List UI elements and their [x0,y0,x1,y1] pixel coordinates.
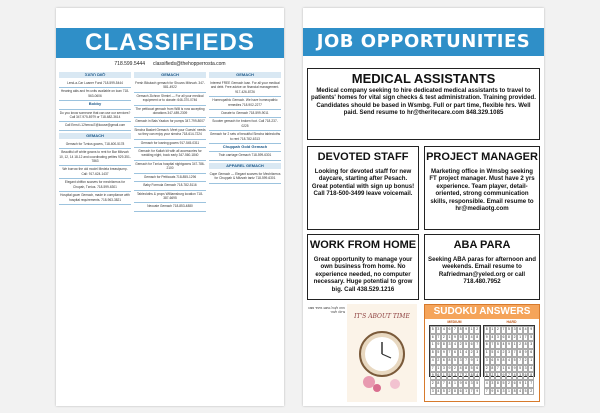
sudoku-cell: 7 [469,388,475,396]
sudoku-cell: 3 [430,388,436,396]
sudoku-cell: 1 [452,380,458,388]
sudoku-cell: 8 [452,388,458,396]
sudoku-cell: 1 [441,372,447,380]
sudoku-cell: 5 [452,357,458,365]
sudoku-cell: 6 [517,326,523,334]
ad-item: Chuppah Gold Gemach [209,144,281,152]
sudoku-cell: 5 [528,334,534,342]
sudoku-cell: 8 [430,349,436,357]
sudoku-cell: 7 [447,349,453,357]
sudoku-cell: 2 [484,365,490,373]
sudoku-cell: 6 [495,388,501,396]
sudoku-cell: 9 [506,341,512,349]
ad-item: Gemach for Tznius hospital nightgowns 347-786-2100 [134,161,206,174]
jobs-title: JOB OPPORTUNITIES [303,28,544,56]
ad-item: Donate to Gemach 718-599-9011 [209,110,281,118]
sudoku-cell: 4 [458,365,464,373]
sudoku-cell: 3 [501,388,507,396]
sudoku-cell: 7 [517,357,523,365]
sudoku-cell: 8 [463,365,469,373]
classifieds-page [56,8,284,406]
sudoku-cell: 8 [495,380,501,388]
sudoku-cell: 6 [458,388,464,396]
sudoku-cell: 5 [506,326,512,334]
sudoku-cell: 3 [463,334,469,342]
sudoku-label-medium: MEDIUM [447,320,462,324]
sudoku-cell: 9 [436,341,442,349]
sudoku-cell: 2 [495,326,501,334]
sudoku-cell: 3 [512,326,518,334]
sudoku-cell: 5 [469,365,475,373]
classifieds-title: CLASSIFIEDS [56,28,284,58]
sudoku-cell: 2 [528,388,534,396]
sudoku-cell: 3 [469,380,475,388]
sudoku-cell: 8 [523,341,529,349]
sudoku-cell: 9 [517,380,523,388]
sudoku-cell: 3 [452,372,458,380]
sudoku-cell: 7 [490,341,496,349]
sudoku-cell: 5 [523,388,529,396]
ad-item: Lend-a-Car Loaner Fund 718-599-5444 [59,80,131,88]
sudoku-cell: 6 [523,372,529,380]
ad-item: Gemach for Kallah kit with all accessories for wedding night, book early 347-560-1840 [134,148,206,161]
ad-item: Gemach for Petticoats 718-855-1296 [134,174,206,182]
sudoku-cell: 7 [528,380,534,388]
sudoku-cell: 9 [452,334,458,342]
sudoku-cell: 8 [484,326,490,334]
sudoku-cell: 4 [506,357,512,365]
ad-item: Call Ernst L12hmva.E@kouse@gmail.com [59,122,131,130]
column-heading: לשם חתונה [59,72,131,78]
ad-item: Neocate Gemach 718-853-4880 [134,203,206,211]
sudoku-cell: 3 [506,349,512,357]
sudoku-cell: 4 [523,326,529,334]
sudoku-cell: 4 [469,334,475,342]
sudoku-cell: 8 [458,326,464,334]
ad-item: Gemach for 2 sets of beautiful Simcha tablecloths to rent 718-782-6313 [209,131,281,144]
ad-item: Simcha Basket Gemach. Meet your Guests' needs so they can enjoy your simcha 718-614-7224 [134,127,206,140]
sudoku-cell: 5 [463,341,469,349]
ad-title: DEVOTED STAFF [317,151,409,163]
sudoku-cell: 5 [441,388,447,396]
sudoku-cell: 3 [495,334,501,342]
sudoku-cell: 6 [506,365,512,373]
sudoku-cell: 7 [506,372,512,380]
sudoku-cell: 2 [447,388,453,396]
ad-item: Twin carriage Gemach 718-599-6301 [209,152,281,160]
classifieds-column-2 [134,70,206,212]
sudoku-cell: 9 [474,388,480,396]
sudoku-cell: 9 [430,372,436,380]
hebrew-ad: עזרה לקהל במצב מיוחד מצוה גדולה לעזור [307,306,345,314]
ad-item: Gemach for Tznius gowns, 718-600-5178 [59,141,131,149]
sudoku-cell: 8 [512,388,518,396]
sudoku-cell: 1 [495,372,501,380]
sudoku-cell: 8 [490,365,496,373]
sudoku-cell: 1 [512,341,518,349]
sudoku-cell: 2 [436,357,442,365]
sudoku-cell: 3 [436,326,442,334]
sudoku-cell: 7 [458,372,464,380]
clock-illustration [347,304,417,402]
sudoku-cell: 9 [495,357,501,365]
wedding-clock-ad [347,304,417,402]
sudoku-cell: 5 [501,380,507,388]
sudoku-cell: 3 [458,357,464,365]
sudoku-cell: 3 [490,380,496,388]
sudoku-cell: 6 [430,334,436,342]
sudoku-cell: 3 [517,372,523,380]
devoted-staff-ad [307,146,419,230]
sudoku-cell: 2 [458,341,464,349]
sudoku-cell: 2 [452,365,458,373]
job-opportunities-page [303,8,544,406]
sudoku-cell: 1 [501,365,507,373]
sudoku-cell: 9 [528,326,534,334]
classifieds-column-1 [59,70,131,212]
ad-item: Homeopathic Gemach. We have homeopathic remedies 718-902-2277 [209,97,281,110]
sudoku-cell: 1 [506,388,512,396]
sudoku-cell: 6 [484,341,490,349]
ad-item: Cape Gemach — Elegant scarves for Mechitzeros for Chuppah & Mitzvah tantz 718-599-6301 [209,171,281,184]
sudoku-cell: 2 [474,326,480,334]
sudoku-cell: 8 [469,372,475,380]
ad-body: Marketing office in Wmsbg seeking FT project manager. Must have 2 yrs experience. Team player, detail-oriented, strong communication skills, responsible. Email resume to hr@mediaotg.com [429,168,535,213]
sudoku-cell: 7 [436,334,442,342]
sudoku-cell: 9 [512,365,518,373]
sudoku-cell: 3 [447,341,453,349]
sudoku-cell: 6 [463,380,469,388]
sudoku-cell: 4 [512,372,518,380]
sudoku-cell: 9 [441,349,447,357]
sudoku-cell: 3 [528,341,534,349]
sudoku-cell: 4 [501,341,507,349]
ad-title: PROJECT MANAGER [426,151,538,163]
ad-item: Hearing aids and fm units available on loan 718-563-0606 [59,88,131,101]
sudoku-cell: 7 [495,365,501,373]
sudoku-cell: 2 [463,372,469,380]
ad-item: Tablecloths & props Williamsburg location 718-387-6695 [134,191,206,204]
sudoku-cell: 1 [484,349,490,357]
sudoku-cell: 6 [441,357,447,365]
sudoku-cell: 6 [501,334,507,342]
sudoku-cell: 1 [517,334,523,342]
sudoku-cell: 4 [441,326,447,334]
sudoku-cell: 1 [458,349,464,357]
sudoku-cell: 5 [458,334,464,342]
ad-body: Seeking ABA paras for afternoon and weekends. Email resume to Rafriedman@yeled.org or call 718.480.7952 [428,256,536,286]
classifieds-contact [56,58,284,70]
sudoku-cell: 3 [523,365,529,373]
sudoku-cell: 8 [474,334,480,342]
ad-item: Fresh Bikutach gemach for Shuvos Mitzvah. 347-581-4922 [134,80,206,93]
project-manager-ad [424,146,540,230]
sudoku-cell: 8 [517,349,523,357]
sudoku-cell: 4 [495,349,501,357]
sudoku-cell: 5 [495,341,501,349]
sudoku-cell: 1 [490,326,496,334]
sudoku-cell: 1 [463,388,469,396]
sudoku-cell: 5 [490,349,496,357]
email-text: classifieds@thehopperrosta.com [152,61,226,67]
sudoku-cell: 6 [447,326,453,334]
sudoku-cell: 7 [501,326,507,334]
column-heading: GEMACH [59,133,131,139]
sudoku-cell: 6 [452,349,458,357]
sudoku-cell: 1 [474,357,480,365]
sudoku-cell: 7 [484,388,490,396]
sudoku-cell: 2 [512,334,518,342]
ad-item: Gemach in Bais Yaakov for pumps 347-799-8007 [134,118,206,126]
ad-item: Interest FREE Gemach loan. For all your medical and debt. Free advice on financial management. 917-426-8726 [209,80,281,97]
sudoku-cell: 9 [447,365,453,373]
sudoku-cell: 8 [447,357,453,365]
sudoku-cell: 4 [452,341,458,349]
sudoku-cell: 1 [436,365,442,373]
sudoku-cell: 4 [528,365,534,373]
ad-item: Gemach Zichron Shmiel — For all your medical equipment or to donate: 646-370-0746 [134,93,206,106]
sudoku-cell: 4 [447,380,453,388]
phone-text: 718.599.5444 [114,61,145,67]
sudoku-label-hard: HARD [506,320,517,324]
ad-body: Looking for devoted staff for new daycare, starting after Pesach. Great potential with sign up bonus! Call 718-500-3499 leave voicemail. [311,168,415,198]
sudoku-cell: 5 [436,349,442,357]
medical-assistants-ad [307,68,540,140]
sudoku-cell: 1 [528,357,534,365]
aba-para-ad [424,234,540,300]
sudoku-cell: 6 [436,372,442,380]
sudoku-cell: 2 [517,341,523,349]
ad-item: Bobby [59,101,131,109]
ad-body: Great opportunity to manage your own business from home. No experience needed, no computer necessary. Huge potential to grow big. Call 438.529.1216 [313,256,413,293]
sudoku-cell: 1 [447,334,453,342]
sudoku-cell: 7 [523,334,529,342]
sudoku-cell: 1 [430,341,436,349]
ad-item: Baby Formula Gemach 718-782-5116 [134,182,206,190]
ad-item: Hospital gown Gemach, made in compliance with hospital requirements. 718-963-3821 [59,192,131,205]
sudoku-cell: 6 [490,357,496,365]
sudoku-cell: 4 [474,372,480,380]
ad-title: ABA PARA [453,239,511,251]
sudoku-cell: 7 [430,365,436,373]
sudoku-cell: 4 [463,349,469,357]
ad-title: WORK FROM HOME [309,239,417,251]
column-heading: APPAREL GEMACH [209,163,281,169]
sudoku-cell: 6 [528,349,534,357]
sudoku-cell: 5 [474,380,480,388]
sudoku-cell: 3 [441,365,447,373]
sudoku-cell: 5 [484,372,490,380]
sudoku-cell: 2 [523,357,529,365]
sudoku-cell: 4 [490,334,496,342]
sudoku-cell: 6 [469,341,475,349]
sudoku-cell: 2 [469,349,475,357]
sudoku-cell: 7 [474,341,480,349]
sudoku-cell: 1 [523,380,529,388]
sudoku-cell: 8 [506,334,512,342]
sudoku-cell: 2 [506,380,512,388]
column-heading: GEMACH [134,72,206,78]
sudoku-cell: 4 [436,388,442,396]
ad-item: Beautiful off white gowns to rent for Bar Mitzvah 10, 12, 14 18-12 and coordinating petites 929-351-7863 [59,149,131,166]
sudoku-title: SUDOKU ANSWERS [425,305,539,319]
ad-title: MEDICAL ASSISTANTS [351,71,496,86]
sudoku-cell: 4 [484,380,490,388]
sudoku-cell: 1 [469,326,475,334]
sudoku-cell: 7 [441,380,447,388]
sudoku-cell: 4 [517,388,523,396]
sudoku-grid-hard [483,325,535,393]
sudoku-cell: 3 [474,349,480,357]
column-heading: GEMACH [209,72,281,78]
sudoku-cell: 2 [501,349,507,357]
sudoku-cell: 8 [501,357,507,365]
ad-item: Gemach for loaning gowns 917-545-0311 [134,140,206,148]
sudoku-cell: 6 [474,365,480,373]
wedding-caption: IT'S ABOUT TIME [354,313,410,320]
sudoku-cell: 5 [447,372,453,380]
sudoku-cell: 9 [501,372,507,380]
sudoku-cell: 5 [512,357,518,365]
sudoku-cell: 5 [430,326,436,334]
sudoku-cell: 9 [490,388,496,396]
sudoku-cell: 6 [512,380,518,388]
sudoku-cell: 9 [458,380,464,388]
ad-item: Elegant chiffon scarves for mechitzeros for Chupah, Tznius. 718-599-6301 [59,179,131,192]
sudoku-cell: 2 [490,372,496,380]
sudoku-cell: 8 [528,372,534,380]
sudoku-cell: 8 [436,380,442,388]
ad-item: The petticoat gemach from Willi is now accepting donations 347-489-2309 [134,106,206,119]
ad-item: Do you know someone that can use our services? Call 347-975-8979 or 718-682-3614 [59,110,131,123]
ad-body: Medical company seeking to hire dedicated medical assistants to travel to patients' homes for vital sign checks & test administration. Training provided. Candidates should be based in Wsmbg. Full or part time, flexible hrs. Well paid. Send resume to hr@theritecare.com 848.329.1085 [311,87,536,117]
sudoku-cell: 7 [512,349,518,357]
sudoku-cell: 7 [463,357,469,365]
sudoku-cell: 9 [469,357,475,365]
sudoku-cell: 2 [430,380,436,388]
sudoku-cell: 9 [484,334,490,342]
sudoku-cell: 3 [484,357,490,365]
sudoku-grid-medium [429,325,481,393]
sudoku-cell: 4 [430,357,436,365]
ad-item: Scooter gemach for broken foot. Call 718-237-0225 [209,118,281,131]
sudoku-answers [424,304,540,402]
sudoku-cell: 8 [441,341,447,349]
sudoku-cell: 9 [463,326,469,334]
sudoku-cell: 2 [441,334,447,342]
sudoku-cell: 7 [452,326,458,334]
classifieds-column-3 [209,70,281,212]
sudoku-cell: 9 [523,349,529,357]
work-from-home-ad [307,234,419,300]
sudoku-cell: 5 [517,365,523,373]
ad-item: We borrow the old model Medela breastpump. Call: 917-624-1437 [59,166,131,179]
